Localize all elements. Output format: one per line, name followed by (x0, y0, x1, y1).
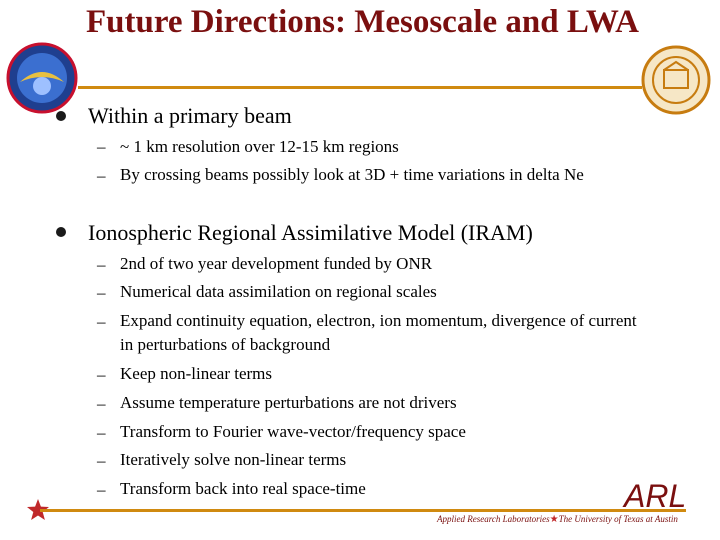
sub-bullet: Iteratively solve non-linear terms (120, 450, 347, 469)
dash-marker: – (97, 255, 106, 274)
sub-bullet: Transform back into real space-time (120, 479, 366, 498)
dash-marker: – (97, 283, 106, 302)
footer-credits (437, 513, 678, 526)
sub-bullet: Transform to Fourier wave-vector/frequency space (120, 422, 466, 441)
sub-bullet: Assume temperature perturbations are not drivers (120, 393, 457, 412)
slide-title: Future Directions: Mesoscale and LWA (85, 4, 640, 40)
star-icon: ★ (549, 514, 559, 525)
sub-bullet: By crossing beams possibly look at 3D + time variations in delta Ne (120, 165, 584, 184)
dash-marker: – (97, 451, 106, 470)
sub-bullet: Numerical data assimilation on regional scales (120, 282, 437, 301)
dash-marker: – (97, 480, 106, 499)
university-of-texas-seal (641, 45, 711, 115)
dash-marker: – (97, 423, 106, 442)
dash-marker: – (97, 312, 106, 331)
title-divider (78, 86, 642, 89)
space-and-geophysics-logo (6, 42, 78, 114)
bullet-text: Ionospheric Regional Assimilative Model (IRAM) (88, 220, 533, 245)
footer-left: Applied Research Laboratories (437, 514, 550, 524)
bullet-dot (56, 111, 66, 121)
dash-marker: – (97, 365, 106, 384)
arl-logo-text: ARL (624, 478, 687, 514)
dash-marker: – (97, 137, 106, 156)
dash-marker: – (97, 166, 106, 185)
sub-bullet: Expand continuity equation, electron, ion momentum, divergence of current in perturbations of background (120, 311, 637, 354)
bullet-text: Within a primary beam (88, 103, 292, 128)
sub-bullet: ~ 1 km resolution over 12-15 km regions (120, 137, 399, 156)
sub-bullet: 2nd of two year development funded by ONR (120, 254, 433, 273)
footer-right: The University of Texas at Austin (558, 514, 678, 524)
footer-divider (40, 509, 686, 512)
bullet-dot (56, 227, 66, 237)
sub-bullet: Keep non-linear terms (120, 364, 272, 383)
dash-marker: – (97, 394, 106, 413)
